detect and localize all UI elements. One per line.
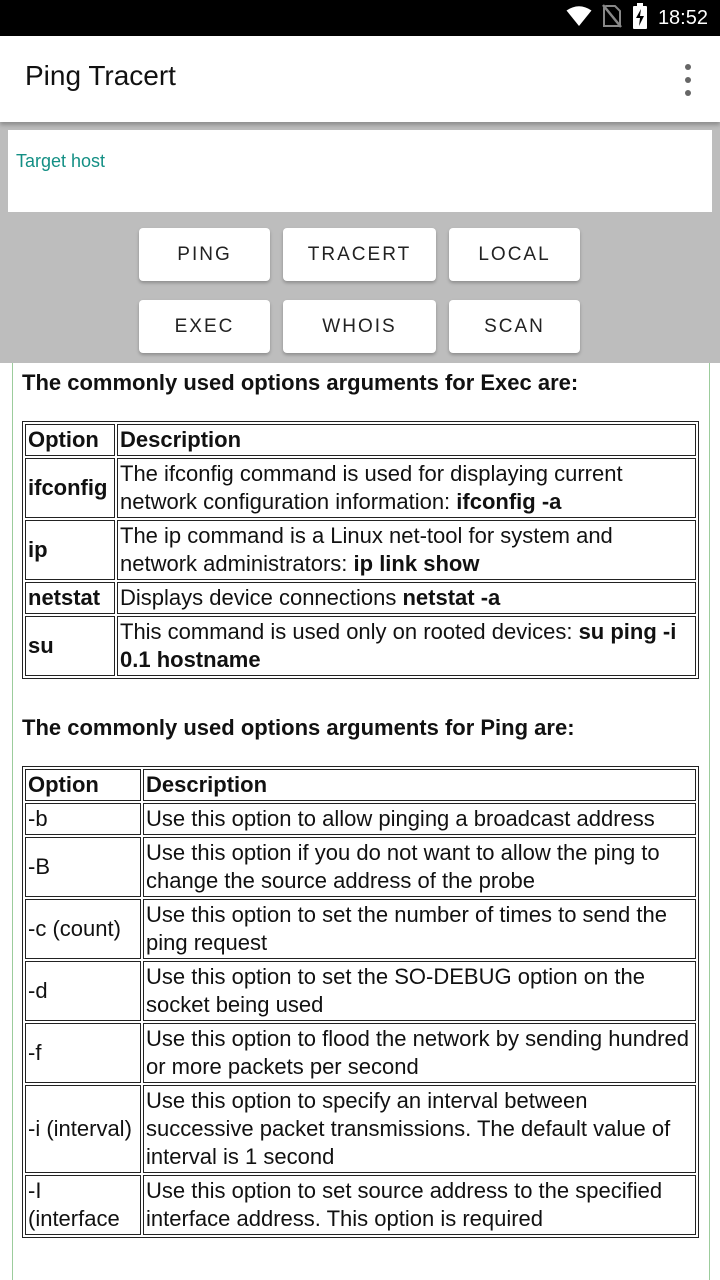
table-row bbox=[25, 582, 696, 614]
ping-heading: The commonly used options arguments for Ping are: bbox=[22, 715, 575, 740]
ping-options-table bbox=[22, 766, 699, 1238]
app-bar bbox=[0, 36, 720, 122]
option-cell: -d bbox=[25, 961, 141, 1021]
table-row bbox=[25, 899, 696, 959]
table-header-row bbox=[25, 424, 696, 456]
command-text: ifconfig -a bbox=[456, 489, 562, 514]
description-cell: The ifconfig command is used for displaying current network configuration information: bbox=[120, 461, 623, 514]
ping-button[interactable]: PING bbox=[139, 228, 270, 281]
table-row bbox=[25, 458, 696, 518]
table-row bbox=[25, 1175, 696, 1235]
description-header: Description bbox=[146, 772, 268, 797]
command-text: netstat -a bbox=[402, 585, 501, 610]
option-header: Option bbox=[28, 427, 99, 452]
more-vert-icon[interactable] bbox=[678, 64, 698, 96]
command-text: ip link show bbox=[353, 551, 480, 576]
target-host-label: Target host bbox=[16, 151, 106, 171]
no-sim-icon bbox=[602, 4, 622, 33]
clock: 18:52 bbox=[657, 6, 708, 29]
table-row bbox=[25, 520, 696, 580]
table-row bbox=[25, 961, 696, 1021]
exec-button[interactable]: EXEC bbox=[139, 300, 270, 353]
table-row bbox=[25, 1023, 696, 1083]
whois-button[interactable]: WHOIS bbox=[283, 300, 436, 353]
description-cell: Displays device connections bbox=[120, 585, 403, 610]
description-cell: The ip command is a Linux net-tool for system and network administrators: bbox=[120, 523, 613, 576]
option-cell: -i (interval) bbox=[25, 1085, 141, 1173]
description-header: Description bbox=[120, 427, 242, 452]
option-header: Option bbox=[28, 772, 99, 797]
table-header-row bbox=[25, 769, 696, 801]
description-cell: Use this option to set the number of times to send the ping request bbox=[143, 899, 696, 959]
help-content[interactable] bbox=[12, 363, 710, 1280]
option-cell: -c (count) bbox=[25, 899, 141, 959]
description-cell: Use this option to specify an interval between successive packet transmissions. The default value of interval is 1 second bbox=[143, 1085, 696, 1173]
app-title: Ping Tracert bbox=[25, 60, 176, 91]
tracert-button[interactable]: TRACERT bbox=[283, 228, 436, 281]
description-cell: This command is used only on rooted devices: bbox=[120, 619, 579, 644]
description-cell: Use this option if you do not want to allow the ping to change the source address of the probe bbox=[143, 837, 696, 897]
description-cell: Use this option to flood the network by sending hundred or more packets per second bbox=[143, 1023, 696, 1083]
option-cell: ifconfig bbox=[28, 475, 108, 500]
description-cell: Use this option to set source address to the specified interface address. This option is required bbox=[143, 1175, 696, 1235]
battery-charging-icon bbox=[632, 3, 648, 34]
table-row bbox=[25, 803, 696, 835]
option-cell: -B bbox=[25, 837, 141, 897]
description-cell: Use this option to allow pinging a broadcast address bbox=[143, 803, 696, 835]
target-host-input[interactable] bbox=[8, 130, 712, 212]
option-cell: -b bbox=[25, 803, 141, 835]
command-text: su ping -i 0.1 hostname bbox=[120, 619, 677, 672]
status-bar bbox=[0, 0, 720, 36]
option-cell: netstat bbox=[28, 585, 101, 610]
table-row bbox=[25, 616, 696, 676]
description-cell: Use this option to set the SO-DEBUG option on the socket being used bbox=[143, 961, 696, 1021]
table-row bbox=[25, 837, 696, 897]
option-cell: su bbox=[28, 633, 54, 658]
table-row bbox=[25, 1085, 696, 1173]
option-cell: -f bbox=[25, 1023, 141, 1083]
exec-heading: The commonly used options arguments for Exec are: bbox=[22, 370, 579, 395]
scan-button[interactable]: SCAN bbox=[449, 300, 580, 353]
wifi-icon bbox=[566, 5, 592, 32]
option-cell: -I (interface bbox=[25, 1175, 141, 1235]
option-cell: ip bbox=[28, 537, 48, 562]
exec-options-table bbox=[22, 421, 699, 679]
local-button[interactable]: LOCAL bbox=[449, 228, 580, 281]
controls-panel bbox=[0, 122, 720, 363]
